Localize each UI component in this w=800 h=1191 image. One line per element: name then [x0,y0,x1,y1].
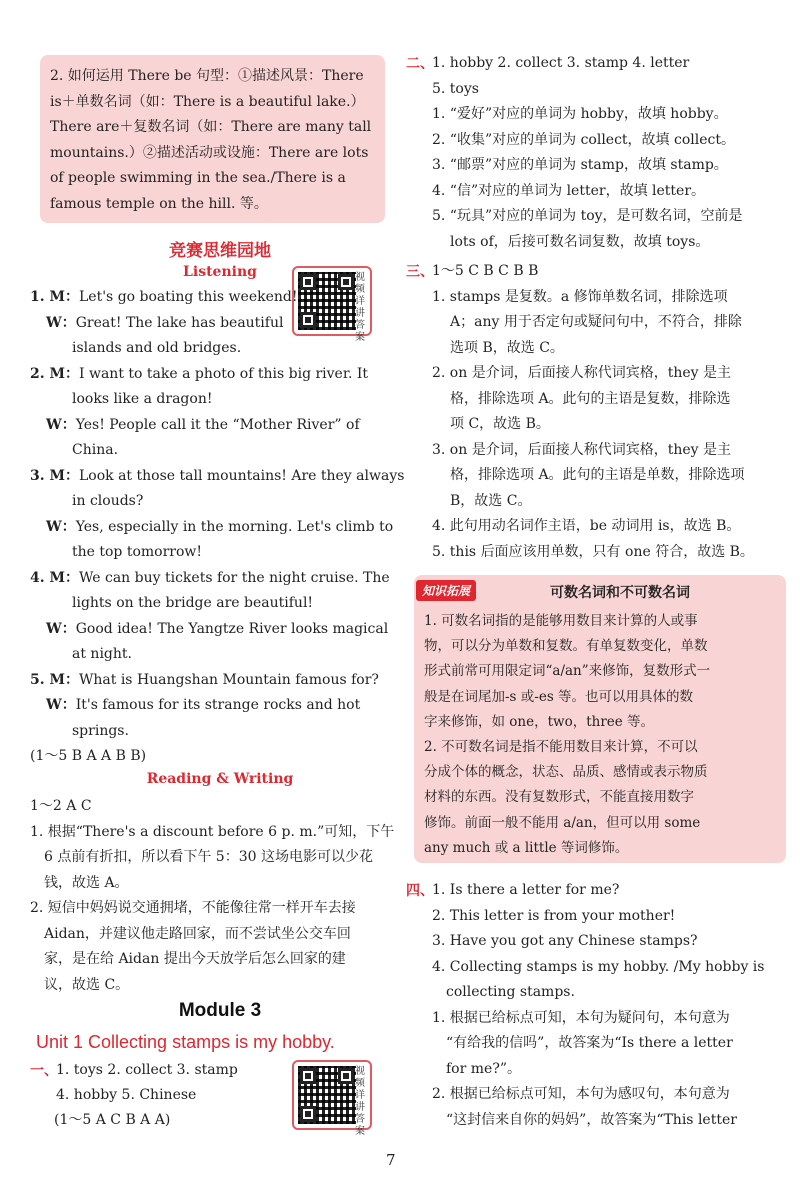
section-3-line: 项 C，故选 B。 [450,416,550,432]
section-1-line: 4. hobby 5. Chinese [56,1087,197,1103]
section-1-line: 1. toys 2. collect 3. stamp [56,1062,238,1078]
dialogue-text: the top tomorrow! [72,544,203,560]
speaker-label: W： [46,416,76,433]
usage-note-line: of people swimming in the sea./There is a [50,170,346,186]
dialogue-line [30,746,146,766]
section-3-line: 5. this 后面应该用单数，只有 one 符合，故选 B。 [432,543,754,560]
dialogue-text: islands and old bridges. [72,340,242,356]
section-4-line: for me?”。 [446,1060,521,1077]
qr-code-unit[interactable] [292,1060,372,1137]
dialogue-line [46,619,388,639]
section-2-line: 1. hobby 2. collect 3. stamp 4. letter [432,55,690,71]
dialogue-line [72,593,313,613]
dialogue-line [46,695,360,715]
section-4-line: collecting stamps. [446,984,575,1000]
section-3-line: 格，排除选项 A。此句的主语是单数，排除选项 [450,467,745,483]
dialogue-line [72,644,132,664]
section-3-line: 2. on 是介词，后面接人称代词宾格，they 是主 [432,365,731,381]
section-3-line: 选项 B，故选 C。 [450,339,564,356]
speaker-label: 5. M： [30,671,79,688]
dialogue-text: looks like a dragon! [72,391,213,407]
speaker-label: 4. M： [30,569,79,586]
section-4-line: 4. Collecting stamps is my hobby. /My hobby is [432,958,765,975]
dialogue-text: Let's go boating this weekend! [79,289,298,305]
rw-answer-line: 1～2 A C [30,798,92,814]
qr-side-label: 视频详讲答案 [355,272,365,343]
section-1-line: (1～5 A C B A A) [54,1112,171,1128]
knowledge-tag: 知识拓展 [416,580,476,601]
dialogue-line [30,568,390,588]
section-3-line: 格，排除选项 A。此句的主语是复数，排除选 [450,390,731,407]
qr-side-label: 视频详讲答案 [355,1066,365,1137]
dialogue-text: at night. [72,646,132,662]
knowledge-tip-line: 1. 可数名词指的是能够用数目来计算的人或事 [424,613,698,629]
module-title: Module 3 [178,1000,262,1021]
dialogue-line [72,440,118,460]
dialogue-line [46,517,393,537]
dialogue-text: China. [72,442,119,458]
speaker-label: W： [46,314,76,331]
section-4-marker: 四、 [406,882,434,898]
usage-note-line: is＋单数名词（如：There is a beautiful lake.） [50,93,365,110]
dialogue-text: springs. [72,722,129,739]
section-3-line: 4. 此句用动名词作主语，be 动词用 is，故选 B。 [432,518,741,534]
section-4-line: 3. Have you got any Chinese stamps? [432,933,698,949]
dialogue-text: Great! The lake has beautiful [75,314,284,331]
section-2-line: 2. “收集”对应的单词为 collect，故填 collect。 [432,131,735,148]
rw-answer-line: 6 点前有折扣，所以看下午 5：30 这场电影可以少花 [44,849,373,865]
qr-code-listening[interactable] [292,266,372,343]
section-4-line: 1. 根据已给标点可知，本句为疑问句，本句意为 [432,1009,730,1026]
qr-finder-icon [338,1068,354,1084]
dialogue-line [30,466,404,486]
dialogue-text: Yes! People call it the “Mother River” of [75,416,360,433]
dialogue-text: Look at those tall mountains! Are they always [79,467,405,484]
usage-note-line: There are＋复数名词（如：There are many tall [50,119,372,135]
section-3-line: A；any 用于否定句或疑问句中，不符合，排除 [450,314,742,330]
section-title: 竞赛思维园地 [169,241,271,261]
speaker-label: 2. M： [30,365,79,382]
section-2-line: 5. “玩具”对应的单词为 toy，是可数名词，空前是 [432,208,743,224]
section-3-line: 1～5 C B C B B [432,263,539,279]
section-4-line: “这封信来自你的妈妈”，故答案为“This letter [446,1111,737,1128]
rw-answer-line: 家，是在给 Aidan 提出今天放学后怎么回家的建 [44,951,346,967]
knowledge-tip-line: any much 或 a little 等词修饰。 [424,839,629,856]
dialogue-text: Yes, especially in the morning. Let's climb to [75,518,394,535]
page-number: 7 [386,1151,396,1169]
qr-finder-icon [300,1068,316,1084]
rw-answer-line: 议，故选 C。 [44,976,130,993]
knowledge-tip-line: 修饰。前面一般不能用 a/an，但可以用 some [424,814,701,831]
dialogue-text: What is Huangshan Mountain famous for? [79,671,379,688]
section-2-marker: 二、 [406,55,434,71]
section-2-line: 5. toys [432,80,479,97]
dialogue-text: I want to take a photo of this big river. It [79,365,369,382]
knowledge-tip-line: 分成个体的概念，状态、品质、感情或表示物质 [424,764,708,781]
section-2-line: 4. “信”对应的单词为 letter，故填 letter。 [432,182,706,199]
speaker-label: 1. M： [30,289,79,305]
dialogue-text: in clouds? [72,493,144,509]
knowledge-tip-line: 般是在词尾加-s 或-es 等。也可以用具体的数 [424,688,694,705]
speaker-label: W： [46,620,76,637]
speaker-label: W： [46,518,76,535]
dialogue-text: Good idea! The Yangtze River looks magical [75,620,389,637]
section-4-line: “有给我的信吗”，故答案为“Is there a letter [446,1035,733,1051]
dialogue-line [72,721,129,741]
section-1-marker: 一、 [30,1062,58,1078]
qr-finder-icon [300,1106,316,1122]
section-2-line: 3. “邮票”对应的单词为 stamp，故填 stamp。 [432,157,728,173]
unit-title: Unit 1 Collecting stamps is my hobby. [36,1032,335,1052]
section-4-line: 2. This letter is from your mother! [432,907,676,924]
speaker-label: W： [46,697,76,713]
rw-answer-line: 1. 根据“There's a discount before 6 p. m.”可知，下午 [30,823,395,840]
rw-answer-line: 钱，故选 A。 [44,874,129,891]
rw-answer-line: 2. 短信中妈妈说交通拥堵，不能像往常一样开车去接 [30,900,356,916]
dialogue-text: (1～5 B A A B B) [30,748,147,764]
knowledge-tip-line: 物，可以分为单数和复数。有单复数变化，单数 [424,638,708,655]
dialogue-line [30,364,368,384]
dialogue-line [46,313,283,333]
listening-title: Listening [183,264,257,280]
section-4-line: 2. 根据已给标点可知，本句为感叹句，本句意为 [432,1086,730,1102]
speaker-label: 3. M： [30,467,79,484]
dialogue-line [30,287,297,307]
dialogue-line [72,338,241,358]
section-3-line: B，故选 C。 [450,492,532,509]
usage-note-line: 2. 如何运用 There be 句型：①描述风景：There [50,68,364,84]
reading-writing-title: Reading & Writing [146,771,294,787]
dialogue-text: We can buy tickets for the night cruise. The [79,569,390,586]
dialogue-text: lights on the bridge are beautiful! [72,595,314,611]
dialogue-line [46,415,360,435]
qr-finder-icon [338,274,354,290]
section-2-line: lots of，后接可数名词复数，故填 toys。 [450,233,710,250]
qr-finder-icon [300,274,316,290]
knowledge-tip-line: 字来修饰，如 one，two，three 等。 [424,713,655,730]
qr-finder-icon [300,312,316,328]
section-3-line: 1. stamps 是复数。a 修饰单数名词，排除选项 [432,288,728,305]
section-3-line: 3. on 是介词，后面接人称代词宾格，they 是主 [432,441,731,458]
dialogue-text: It's famous for its strange rocks and hot [75,697,361,713]
dialogue-line [72,491,143,511]
knowledge-tip-title: 可数名词和不可数名词 [550,585,690,601]
rw-answer-line: Aidan，并建议他走路回家，而不尝试坐公交车回 [44,925,351,942]
section-4-line: 1. Is there a letter for me? [432,882,620,898]
knowledge-tip-line: 形式前常可用限定词“a/an”来修饰，复数形式一 [424,663,711,680]
knowledge-tip-line: 材料的东西。没有复数形式，不能直接用数字 [424,789,694,806]
usage-note-line: mountains.）②描述活动或设施：There are lots [50,144,369,161]
section-2-line: 1. “爱好”对应的单词为 hobby，故填 hobby。 [432,106,728,122]
usage-note-line: famous temple on the hill. 等。 [50,195,268,212]
knowledge-tip-line: 2. 不可数名词是指不能用数目来计算，不可以 [424,739,698,755]
dialogue-line [30,670,379,690]
dialogue-line [72,542,202,562]
section-3-marker: 三、 [406,263,434,279]
dialogue-line [72,389,212,409]
